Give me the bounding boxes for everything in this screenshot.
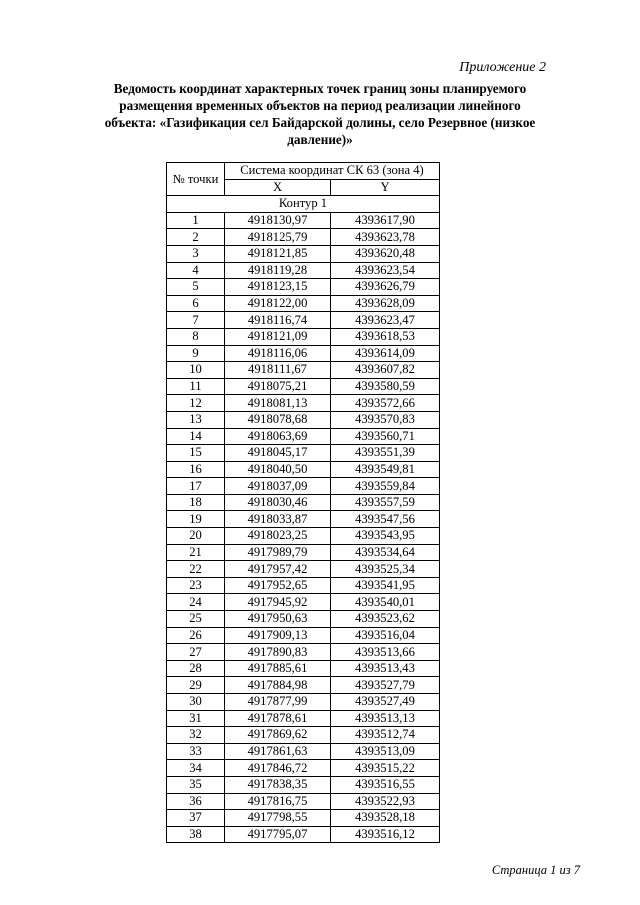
x-coordinate-cell: 4917945,92	[225, 594, 331, 611]
table-row	[167, 793, 440, 810]
point-number-cell: 12	[167, 395, 225, 412]
y-coordinate-cell: 4393614,09	[331, 345, 440, 362]
x-coordinate-cell: 4918037,09	[225, 478, 331, 495]
x-coordinate-cell: 4918121,09	[225, 328, 331, 345]
x-coordinate-cell: 4918045,17	[225, 445, 331, 462]
y-coordinate-cell: 4393628,09	[331, 295, 440, 312]
point-number-cell: 18	[167, 494, 225, 511]
y-coordinate-cell: 4393551,39	[331, 445, 440, 462]
x-coordinate-cell: 4917838,35	[225, 776, 331, 793]
table-row	[167, 776, 440, 793]
y-coordinate-cell: 4393617,90	[331, 212, 440, 229]
y-coordinate-cell: 4393559,84	[331, 478, 440, 495]
x-coordinate-cell: 4917989,79	[225, 544, 331, 561]
y-coordinate-cell: 4393513,66	[331, 644, 440, 661]
coordinates-table	[166, 162, 440, 843]
point-number-cell: 29	[167, 677, 225, 694]
y-coordinate-cell: 4393540,01	[331, 594, 440, 611]
point-number-cell: 35	[167, 776, 225, 793]
table-row	[167, 810, 440, 827]
table-row	[167, 594, 440, 611]
table-row	[167, 743, 440, 760]
x-coordinate-cell: 4918125,79	[225, 229, 331, 246]
point-number-cell: 37	[167, 810, 225, 827]
point-number-cell: 9	[167, 345, 225, 362]
appendix-label: Приложение 2	[459, 60, 546, 75]
x-coordinate-cell: 4917846,72	[225, 760, 331, 777]
point-number-cell: 4	[167, 262, 225, 279]
x-coordinate-cell: 4917877,99	[225, 694, 331, 711]
point-number-cell: 31	[167, 710, 225, 727]
y-coordinate-cell: 4393580,59	[331, 378, 440, 395]
x-coordinate-cell: 4918130,97	[225, 212, 331, 229]
point-number-cell: 21	[167, 544, 225, 561]
point-number-cell: 13	[167, 411, 225, 428]
y-coordinate-cell: 4393547,56	[331, 511, 440, 528]
x-coordinate-cell: 4918023,25	[225, 528, 331, 545]
header-x: X	[225, 179, 331, 196]
x-coordinate-cell: 4917884,98	[225, 677, 331, 694]
y-coordinate-cell: 4393516,04	[331, 627, 440, 644]
x-coordinate-cell: 4918040,50	[225, 461, 331, 478]
table-row	[167, 644, 440, 661]
y-coordinate-cell: 4393570,83	[331, 411, 440, 428]
table-row	[167, 345, 440, 362]
header-y: Y	[331, 179, 440, 196]
y-coordinate-cell: 4393618,53	[331, 328, 440, 345]
document-title: Ведомость координат характерных точек границ зоны планируемого размещения временных объектов на период реализации линейного объекта: «Газификация сел Байдарской долины, село Резервное (низкое давление)»	[104, 81, 536, 147]
table-row	[167, 577, 440, 594]
x-coordinate-cell: 4917957,42	[225, 561, 331, 578]
page-number: Страница 1 из 7	[491, 863, 580, 877]
table-row	[167, 544, 440, 561]
header-coordinate-system: Система координат СК 63 (зона 4)	[225, 163, 440, 180]
x-coordinate-cell: 4918030,46	[225, 494, 331, 511]
point-number-cell: 36	[167, 793, 225, 810]
x-coordinate-cell: 4918121,85	[225, 245, 331, 262]
point-number-cell: 2	[167, 229, 225, 246]
table-body	[167, 212, 440, 843]
point-number-cell: 20	[167, 528, 225, 545]
table-row	[167, 428, 440, 445]
table-row	[167, 262, 440, 279]
x-coordinate-cell: 4918033,87	[225, 511, 331, 528]
point-number-cell: 23	[167, 577, 225, 594]
x-coordinate-cell: 4918116,06	[225, 345, 331, 362]
table-row	[167, 627, 440, 644]
x-coordinate-cell: 4917890,83	[225, 644, 331, 661]
point-number-cell: 11	[167, 378, 225, 395]
table-row	[167, 561, 440, 578]
y-coordinate-cell: 4393513,09	[331, 743, 440, 760]
y-coordinate-cell: 4393549,81	[331, 461, 440, 478]
y-coordinate-cell: 4393525,34	[331, 561, 440, 578]
x-coordinate-cell: 4917795,07	[225, 826, 331, 843]
x-coordinate-cell: 4918075,21	[225, 378, 331, 395]
contour-label: Контур 1	[167, 196, 440, 213]
table-row	[167, 378, 440, 395]
table-row	[167, 395, 440, 412]
point-number-cell: 33	[167, 743, 225, 760]
point-number-cell: 3	[167, 245, 225, 262]
table-row	[167, 478, 440, 495]
y-coordinate-cell: 4393557,59	[331, 494, 440, 511]
y-coordinate-cell: 4393623,78	[331, 229, 440, 246]
y-coordinate-cell: 4393620,48	[331, 245, 440, 262]
point-number-cell: 24	[167, 594, 225, 611]
header-point-number: № точки	[167, 163, 225, 196]
x-coordinate-cell: 4917878,61	[225, 710, 331, 727]
table-row	[167, 528, 440, 545]
table-row	[167, 229, 440, 246]
point-number-cell: 6	[167, 295, 225, 312]
y-coordinate-cell: 4393623,54	[331, 262, 440, 279]
point-number-cell: 14	[167, 428, 225, 445]
point-number-cell: 28	[167, 660, 225, 677]
x-coordinate-cell: 4918111,67	[225, 362, 331, 379]
y-coordinate-cell: 4393513,13	[331, 710, 440, 727]
y-coordinate-cell: 4393515,22	[331, 760, 440, 777]
x-coordinate-cell: 4918081,13	[225, 395, 331, 412]
table-row	[167, 295, 440, 312]
point-number-cell: 5	[167, 279, 225, 296]
y-coordinate-cell: 4393528,18	[331, 810, 440, 827]
table-row	[167, 279, 440, 296]
table-row	[167, 212, 440, 229]
point-number-cell: 1	[167, 212, 225, 229]
point-number-cell: 34	[167, 760, 225, 777]
y-coordinate-cell: 4393522,93	[331, 793, 440, 810]
x-coordinate-cell: 4917950,63	[225, 611, 331, 628]
point-number-cell: 38	[167, 826, 225, 843]
point-number-cell: 8	[167, 328, 225, 345]
table-row	[167, 727, 440, 744]
y-coordinate-cell: 4393560,71	[331, 428, 440, 445]
point-number-cell: 17	[167, 478, 225, 495]
point-number-cell: 7	[167, 312, 225, 329]
table-row	[167, 677, 440, 694]
point-number-cell: 27	[167, 644, 225, 661]
point-number-cell: 26	[167, 627, 225, 644]
x-coordinate-cell: 4918122,00	[225, 295, 331, 312]
y-coordinate-cell: 4393541,95	[331, 577, 440, 594]
table-row	[167, 760, 440, 777]
table-row	[167, 411, 440, 428]
y-coordinate-cell: 4393527,49	[331, 694, 440, 711]
point-number-cell: 32	[167, 727, 225, 744]
y-coordinate-cell: 4393512,74	[331, 727, 440, 744]
y-coordinate-cell: 4393513,43	[331, 660, 440, 677]
table-row	[167, 511, 440, 528]
table-row	[167, 660, 440, 677]
y-coordinate-cell: 4393516,55	[331, 776, 440, 793]
y-coordinate-cell: 4393607,82	[331, 362, 440, 379]
x-coordinate-cell: 4918063,69	[225, 428, 331, 445]
table-row	[167, 461, 440, 478]
table-row	[167, 826, 440, 843]
y-coordinate-cell: 4393527,79	[331, 677, 440, 694]
table-row	[167, 362, 440, 379]
x-coordinate-cell: 4918078,68	[225, 411, 331, 428]
y-coordinate-cell: 4393523,62	[331, 611, 440, 628]
table-row	[167, 328, 440, 345]
y-coordinate-cell: 4393534,64	[331, 544, 440, 561]
x-coordinate-cell: 4917952,65	[225, 577, 331, 594]
table-row	[167, 694, 440, 711]
x-coordinate-cell: 4917885,61	[225, 660, 331, 677]
x-coordinate-cell: 4918123,15	[225, 279, 331, 296]
point-number-cell: 15	[167, 445, 225, 462]
point-number-cell: 10	[167, 362, 225, 379]
y-coordinate-cell: 4393626,79	[331, 279, 440, 296]
point-number-cell: 22	[167, 561, 225, 578]
table-row	[167, 445, 440, 462]
x-coordinate-cell: 4918116,74	[225, 312, 331, 329]
point-number-cell: 16	[167, 461, 225, 478]
y-coordinate-cell: 4393543,95	[331, 528, 440, 545]
x-coordinate-cell: 4917798,55	[225, 810, 331, 827]
x-coordinate-cell: 4917861,63	[225, 743, 331, 760]
table-row	[167, 312, 440, 329]
point-number-cell: 30	[167, 694, 225, 711]
point-number-cell: 19	[167, 511, 225, 528]
x-coordinate-cell: 4917869,62	[225, 727, 331, 744]
table-row	[167, 245, 440, 262]
table-row	[167, 494, 440, 511]
y-coordinate-cell: 4393516,12	[331, 826, 440, 843]
point-number-cell: 25	[167, 611, 225, 628]
y-coordinate-cell: 4393572,66	[331, 395, 440, 412]
x-coordinate-cell: 4917909,13	[225, 627, 331, 644]
x-coordinate-cell: 4918119,28	[225, 262, 331, 279]
y-coordinate-cell: 4393623,47	[331, 312, 440, 329]
table-row	[167, 710, 440, 727]
x-coordinate-cell: 4917816,75	[225, 793, 331, 810]
table-row	[167, 611, 440, 628]
